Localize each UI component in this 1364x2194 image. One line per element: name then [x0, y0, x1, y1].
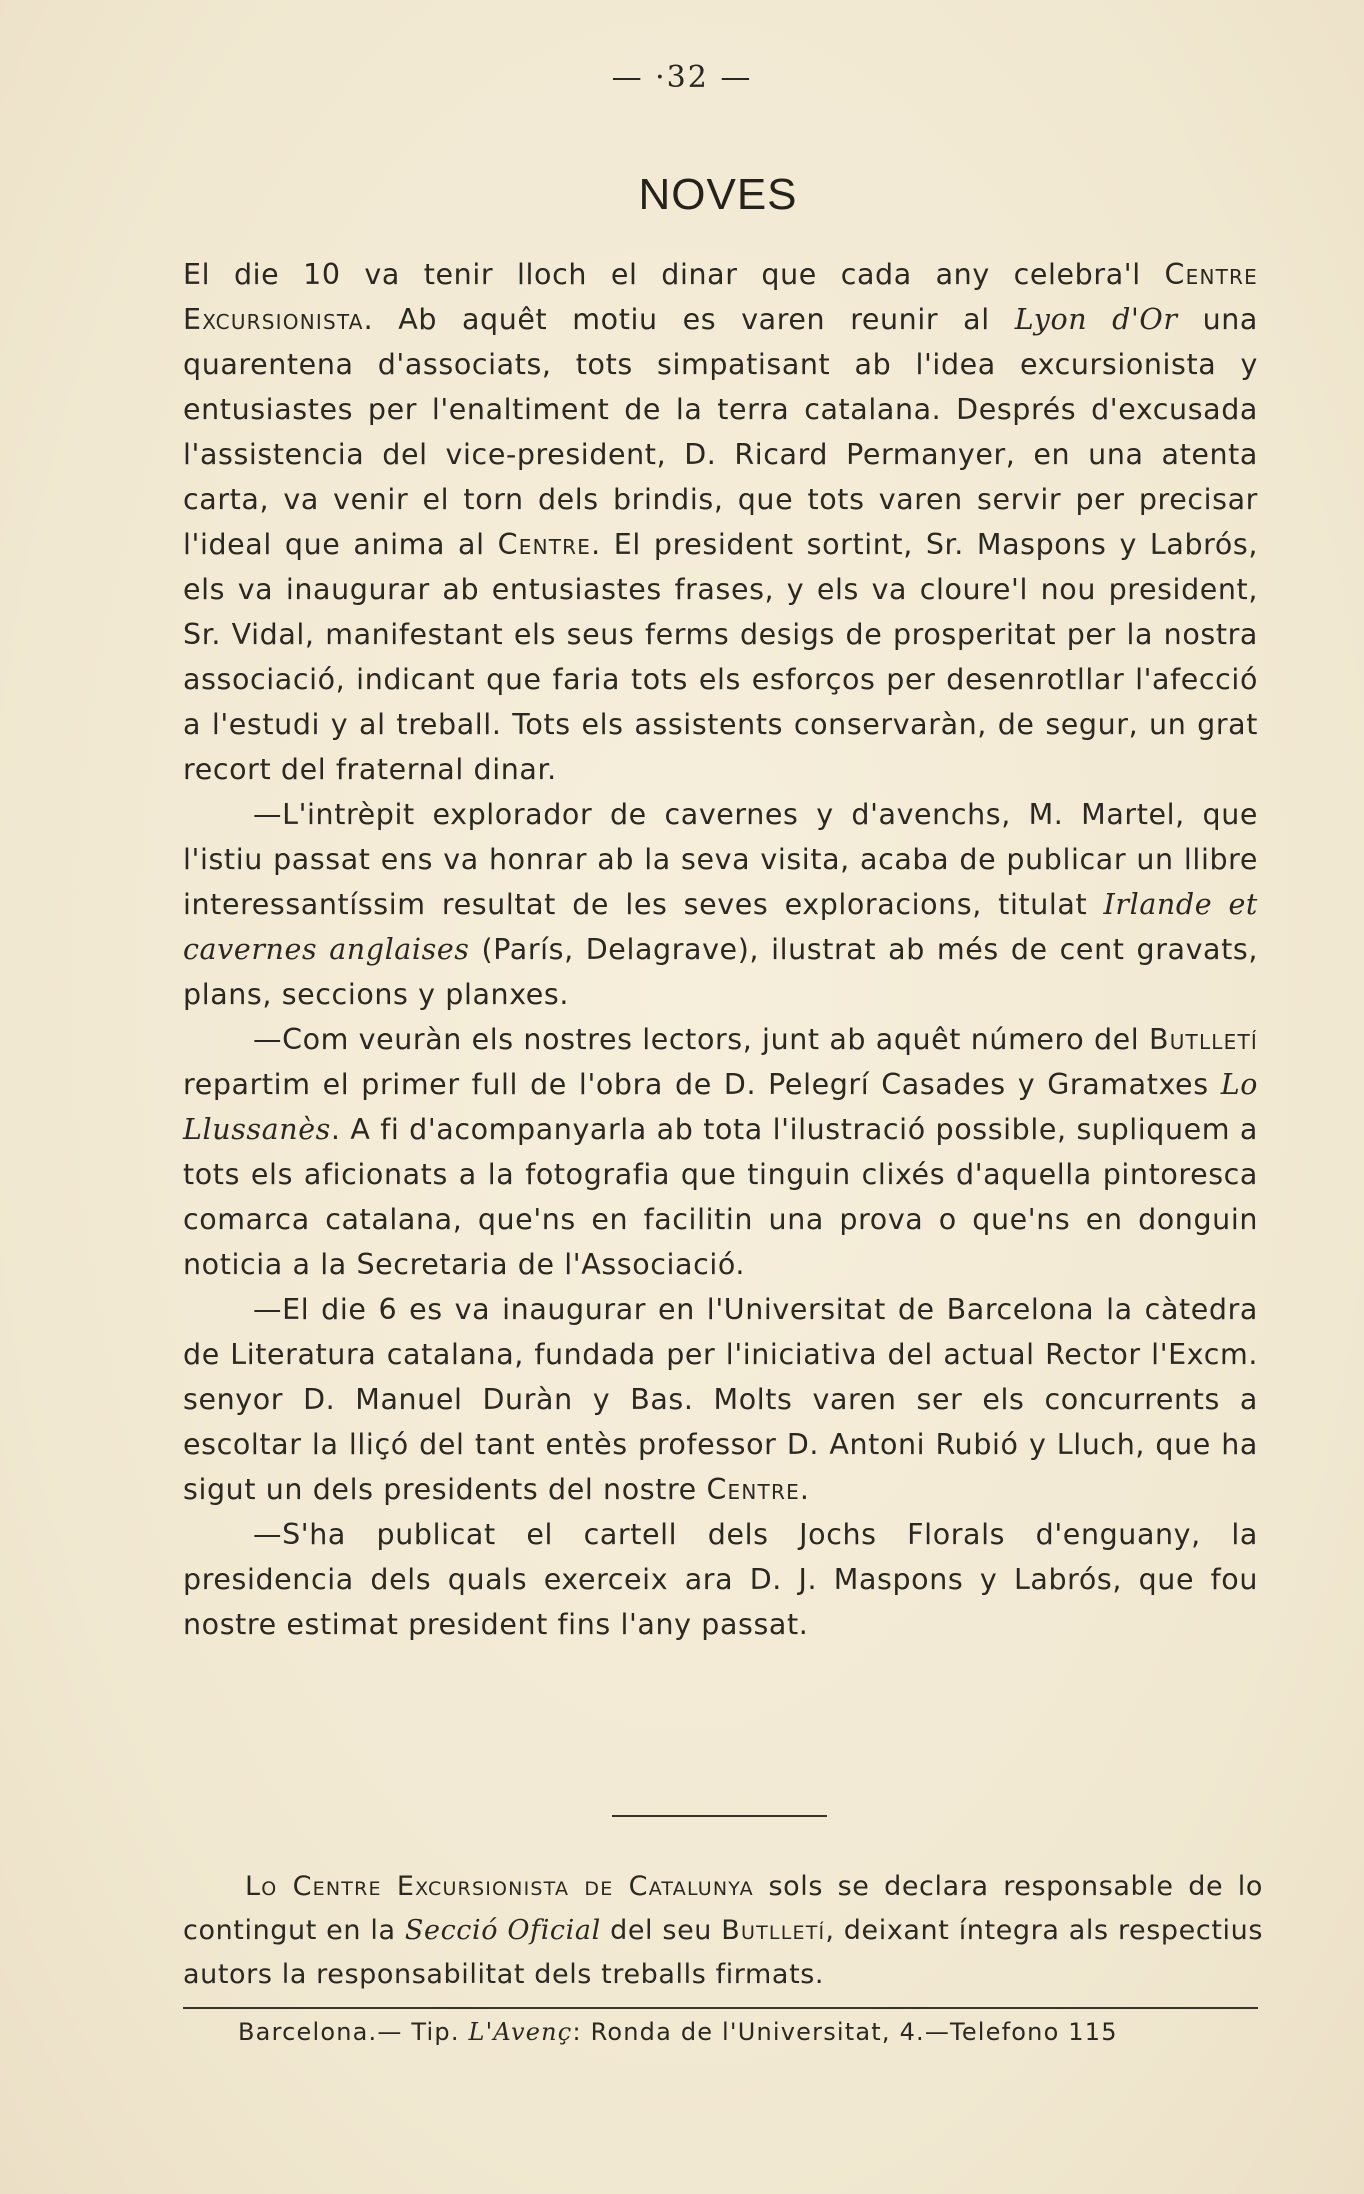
text-segment: El die 10 va tenir lloch el dinar que cada any celebra'l: [183, 258, 1165, 291]
work-title: Lo Llussanès: [183, 1068, 1258, 1146]
text-segment: repartim el primer full de l'obra de D. Pelegrí Casades y Gramatxes: [183, 1068, 1221, 1101]
text-segment: .: [799, 1473, 810, 1506]
news-paragraph-1: [183, 252, 1258, 792]
text-segment: —Com veuràn els nostres lectors, junt ab aquêt número del: [253, 1023, 1149, 1056]
centre-full-name: Lo Centre Excursionista de Catalunya: [245, 1871, 754, 1902]
printer-name: L'Avenç: [468, 2018, 573, 2046]
text-segment: . El president sortint, Sr. Maspons y Labrós, els va inaugurar ab entusiastes frases, y els va cloure'l nou president, Sr. Vidal, manifestant els seus ferms desigs de prosperitat per la nostra associació, indicant que faria tots els esforços per desenrotllar l'afecció a l'estudi y al treball. Tots els assistents conservaràn, de segur, un grat recort del fraternal dinar.: [183, 528, 1259, 786]
bulletin-name: Butlletí: [721, 1915, 826, 1946]
section-name: Secció Oficial: [404, 1915, 601, 1946]
news-paragraph-4: [183, 1287, 1258, 1512]
text-segment: del seu: [600, 1915, 722, 1946]
news-body: [183, 252, 1258, 1647]
centre-name: Centre Excursionista: [183, 258, 1258, 336]
news-paragraph-2: [183, 792, 1258, 1017]
book-title: Irlande et cavernes anglaises: [183, 888, 1258, 966]
responsibility-notice: [183, 1865, 1263, 1997]
text-segment: —L'intrèpit explorador de cavernes y d'avenchs, M. Martel, que l'istiu passat ens va honrar ab la seva visita, acaba de publicar un llibre interessantíssim resultat de les seves exploracions, titulat: [183, 798, 1258, 921]
printer-prefix: Barcelona.— Tip.: [238, 2018, 469, 2046]
centre-name: Centre: [497, 528, 592, 561]
text-segment: . Ab aquêt motiu es varen reunir al: [363, 303, 1015, 336]
centre-name: Centre: [706, 1473, 800, 1506]
text-segment: —S'ha publicat el cartell dels Jochs Florals d'enguany, la presidencia dels quals exerceix ara D. J. Maspons y Labrós, que fou nostre estimat president fins l'any passat.: [183, 1518, 1258, 1641]
printer-footer: [238, 2018, 1238, 2046]
text-segment: (París, Delagrave), ilustrat ab més de cent gravats, plans, seccions y planxes.: [183, 933, 1258, 1011]
news-paragraph-5: [183, 1512, 1258, 1647]
text-segment: una quarentena d'associats, tots simpatisant ab l'idea excursionista y entusiastes per l'enaltiment de la terra catalana. Després d'excusada l'assistencia del vice-president, D. Ricard Permanyer, en una atenta carta, va venir el torn dels brindis, que tots varen servir per precisar l'ideal que anima al: [183, 303, 1258, 561]
section-divider: [612, 1815, 827, 1817]
bulletin-name: Butlletí: [1148, 1023, 1258, 1056]
venue-name: Lyon d'Or: [1014, 303, 1178, 336]
notice-paragraph: [183, 1865, 1263, 1997]
page-number: — ·32 —: [611, 60, 753, 95]
text-segment: sols se declara responsable de lo contingut en la: [183, 1871, 1263, 1946]
printer-address: : Ronda de l'Universitat, 4.—Telefono 115: [572, 2018, 1118, 2046]
text-segment: —El die 6 es va inaugurar en l'Universitat de Barcelona la càtedra de Literatura catalana, fundada per l'iniciativa del actual Rector l'Excm. senyor D. Manuel Duràn y Bas. Molts varen ser els concurrents a escoltar la lliçó del tant entès professor D. Antoni Rubió y Lluch, que ha sigut un dels presidents del nostre: [183, 1293, 1258, 1506]
section-title: NOVES: [638, 170, 798, 219]
footer-divider: [183, 2007, 1258, 2009]
text-segment: , deixant íntegra als respectius autors la responsabilitat dels treballs firmats.: [183, 1915, 1263, 1990]
news-paragraph-3: [183, 1017, 1258, 1287]
text-segment: . A fi d'acompanyarla ab tota l'ilustració possible, supliquem a tots els aficionats a la fotografia que tinguin clixés d'aquella pintoresca comarca catalana, que'ns en facilitin una prova o que'ns en donguin noticia a la Secretaria de l'Associació.: [183, 1113, 1258, 1281]
